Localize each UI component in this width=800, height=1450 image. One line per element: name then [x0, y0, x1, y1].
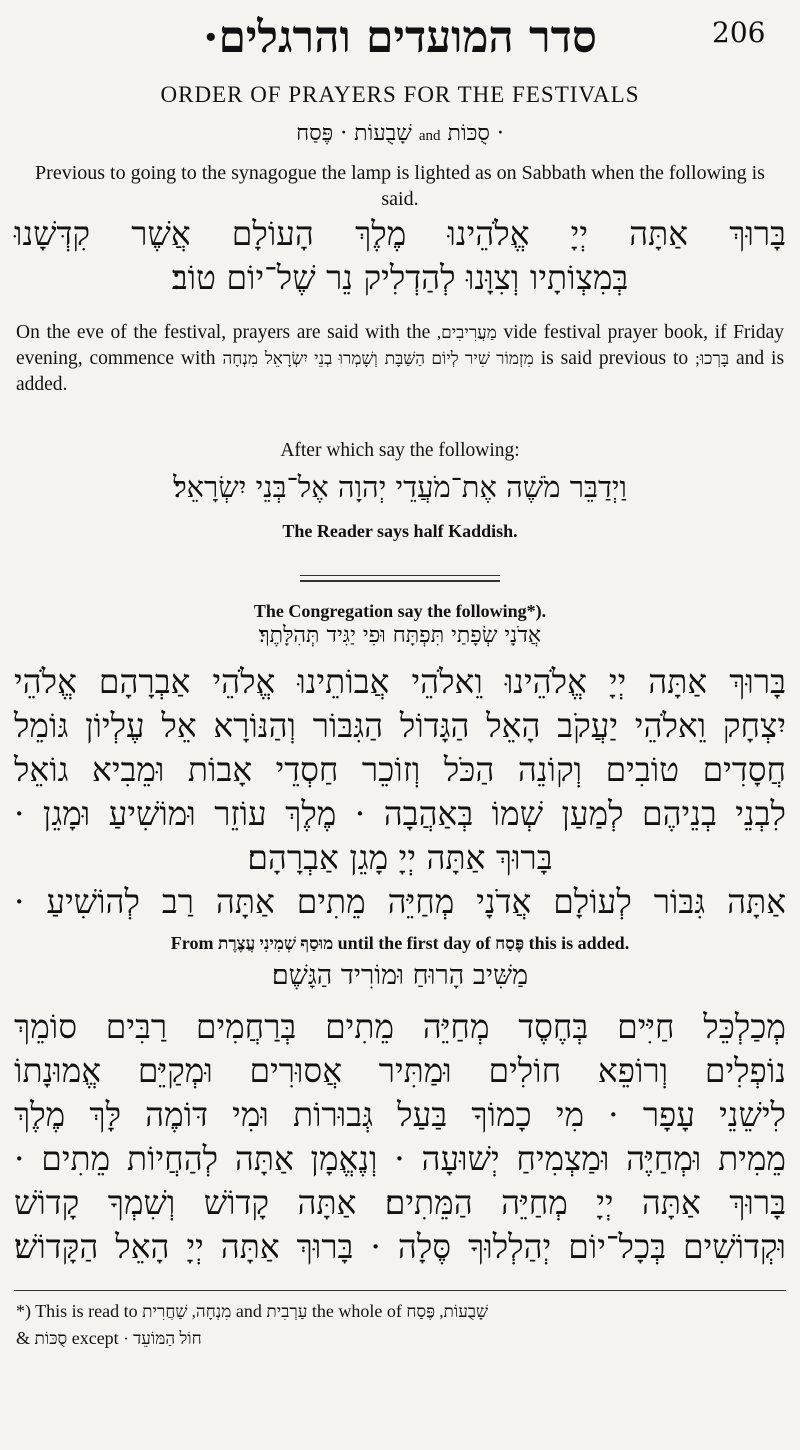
gevurot-line: נוֹפְלִים וְרוֹפֵא חוֹלִים וּמַתִּיר אֲסוּרִים וּמְקַיֵּם אֱמוּנָתוֹ [14, 1051, 786, 1090]
avot-line: חֲסָדִים טוֹבִים וְקוֹנֵה הַכֹּל וְזוֹכֵר חַסְדֵי אָבוֹת וּמֵבִיא גוֹאֵל [14, 750, 786, 789]
footnote: *) This is read to מִנְחָה, שַׁחֲרִית and עַרְבִית the whole of שָׁבֻעוֹת, פֶּסַח & סֻכּוֹת except חוֹל הַמּוֹעֵד · [16, 1301, 489, 1348]
inline-hebrew: מִנְחָה, שַׁחֲרִית [142, 1302, 232, 1321]
after-which-instruction: After which say the following: [280, 440, 520, 461]
from-instruction: From מוּסַף שְׁמִינִי עֲצֶרֶת until the first day of פֶּסַח this is added. [170, 933, 630, 953]
inline-hebrew: עַרְבִית [266, 1302, 308, 1321]
inline-hebrew: מוּסַף שְׁמִינִי עֲצֶרֶת [217, 934, 334, 953]
inline-hebrew: מִזְמוֹר שִׁיר לְיוֹם הַשַּׁבָּת [384, 349, 534, 368]
avot-line: יִצְחָק וֵאלֹהֵי יַעֲקֹב הָאֵל הַגָּדוֹל הַגִּבּוֹר וְהַנּוֹרָא אֵל עֶלְיוֹן גּוֹמֵל [14, 706, 786, 745]
inline-hebrew: מִנְחָה [222, 349, 258, 368]
inline-hebrew: בָּרְכוּ; [695, 349, 730, 368]
inline-hebrew: חוֹל הַמּוֹעֵד · [123, 1329, 202, 1348]
lamp-blessing-line: בְּמִצְוֹתָיו וְצִוָּנוּ לְהַדְלִיק נֵר שֶׁל־יוֹם טוֹב׃ [171, 258, 629, 297]
inline-hebrew: מַעֲרִיבִים, [436, 323, 497, 342]
vaydaber-verse: וַיְדַבֵּר מֹשֶׁה אֶת־מֹעֲדֵי יְהוָה אֶל־בְּנֵי יִשְׂרָאֵל׃ [173, 470, 627, 504]
gevurot-line: בָּרוּךְ אַתָּה יְיָ מְחַיֵּה הַמֵּתִים׃ אַתָּה קָדוֹשׁ וְשִׁמְךָ קָדוֹשׁ [14, 1183, 786, 1222]
festivals-hebrew-a: · סֻכּוֹת [447, 121, 504, 146]
festivals-line [0, 120, 800, 146]
avot-line: לִבְנֵי בְנֵיהֶם לְמַעַן שְׁמוֹ בְּאַהֲבָה · מֶלֶךְ עוֹזֵר וּמוֹשִׁיעַ וּמָגֵן · [14, 794, 786, 833]
gevurot-line: וּקְדוֹשִׁים בְּכָל־יוֹם יְהַלְלוּךָ סֶּלָה · בָּרוּךְ אַתָּה יְיָ הָאֵל הַקָּדוֹשׁ׃ [14, 1227, 786, 1266]
page-number: 206 [712, 16, 766, 49]
congregation-instruction: The Congregation say the following*). [253, 601, 547, 621]
avot-blessing [14, 660, 786, 924]
english-title: ORDER OF PRAYERS FOR THE FESTIVALS [160, 82, 640, 107]
inline-hebrew: פֶּסַח [495, 934, 525, 953]
inline-hebrew: וְשָׁמְרוּ בְנֵי יִשְׂרָאֵל [264, 349, 378, 368]
avot-line: בָּרוּךְ אַתָּה יְיָ מָגֵן אַבְרָהָם׃ [247, 838, 553, 877]
inline-hebrew: שָׁבֻעוֹת, פֶּסַח [406, 1302, 489, 1321]
festivals-hebrew-b: שָׁבֻעוֹת · פֶּסַח [296, 121, 412, 146]
reader-instruction: The Reader says half Kaddish. [282, 521, 518, 541]
lamp-blessing-line: בָּרוּךְ אַתָּה יְיָ אֱלֹהֵינוּ מֶלֶךְ הָעוֹלָם אֲשֶׁר קִדְּשָׁנוּ [14, 214, 786, 253]
gevurot-line: מְכַלְכֵּל חַיִּים בְּחֶסֶד מְחַיֵּה מֵתִים בְּרַחֲמִים רַבִּים סוֹמֵךְ [14, 1007, 786, 1046]
hebrew-page-title: סדר המועדים והרגלים· [203, 12, 597, 63]
eve-instructions: On the eve of the festival, prayers are said with the מַעֲרִיבִים, vide festival prayer book, if Friday evening, commence with מִנְחָה וְשָׁמְרוּ בְנֵי יִשְׂרָאֵל מִזְמוֹר שִׁיר לְיוֹם הַשַּׁבָּת is said previous to בָּרְכוּ; and is added. [16, 322, 785, 395]
gevurot-blessing [14, 1005, 786, 1269]
section-divider [300, 575, 500, 582]
gevurot-line: מֵמִית וּמְחַיֶּה וּמַצְמִיחַ יְשׁוּעָה · וְנֶאֱמָן אַתָּה לְהַחֲיוֹת מֵתִים · [14, 1139, 786, 1178]
footnote-rule [14, 1290, 786, 1291]
festivals-and: and [418, 128, 441, 144]
lamp-blessing [14, 212, 786, 300]
page-header [0, 8, 800, 68]
avot-line: אַתָּה גִּבּוֹר לְעוֹלָם אֲדֹנָי מְחַיֵּה מֵתִים אַתָּה רַב לְהוֹשִׁיעַ · [14, 882, 786, 921]
adonai-sefatai-verse: אֲדֹנָי שְׂפָתַי תִּפְתָּח וּפִי יַגִּיד תְּהִלָּתֶךָ׃ [258, 623, 542, 648]
intro-instruction: Previous to going to the synagogue the lamp is lighted as on Sabbath when the following is said. [35, 162, 765, 210]
gevurot-line: לִישֵׁנֵי עָפָר · מִי כָמוֹךָ בַּעַל גְּבוּרוֹת וּמִי דּוֹמֶה לָּךְ מֶלֶךְ [14, 1095, 786, 1134]
avot-line: בָּרוּךְ אַתָּה יְיָ אֱלֹהֵינוּ וֵאלֹהֵי אֲבוֹתֵינוּ אֱלֹהֵי אַבְרָהָם אֱלֹהֵי [14, 662, 786, 701]
inline-hebrew: סֻכּוֹת [34, 1329, 68, 1348]
mashiv-haruach-line: מַשִּׁיב הָרוּחַ וּמוֹרִיד הַגָּשֶׁם׃ [271, 960, 529, 991]
